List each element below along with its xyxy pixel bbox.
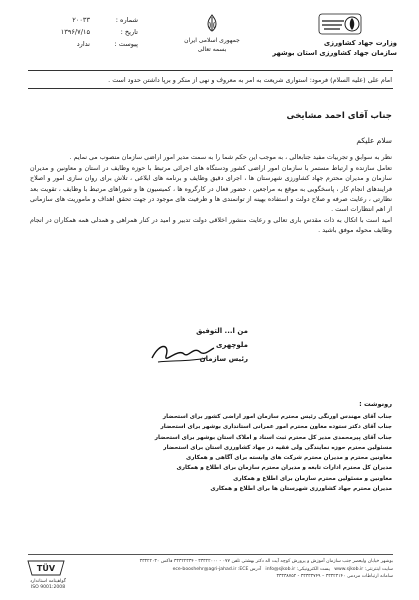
number-label: شماره : bbox=[115, 16, 138, 24]
body-paragraph: امید است با اتکال به ذات مقدس باری تعالی و رعایت منشور اخلاقی دولت تدبیر و امید در کنار همراهی و همدلی همه همکاران در انجام وظایف محوله موفق باشید . bbox=[30, 217, 392, 235]
iran-emblem-icon bbox=[204, 14, 220, 32]
email-label: پست الکترونیکی: bbox=[296, 566, 330, 572]
footer-divider bbox=[28, 554, 393, 555]
public-hotline: سامانه ارتباطات مردمی ۳۳۳۲۳۱۴۰ – ۳۳۳۳۳۷۴۹ - ۳۳۳۳۸۷۵۲ bbox=[276, 574, 393, 580]
cc-title: رونوشت : bbox=[359, 400, 392, 408]
cc-item: معاونین و مسئولین محترم سازمان برای اطلاع و همکاری bbox=[233, 475, 392, 482]
ministry-name: وزارت جهاد کشاورزی bbox=[323, 39, 397, 47]
cc-item: مسئولین محترم حوزه نمایندگی ولی فقیه در جهاد کشاورزی استان برای استحضار bbox=[163, 444, 392, 451]
cc-item: مدیران محترم جهاد کشاورزی شهرستان ها برای اطلاع و همکاری bbox=[210, 486, 392, 493]
addressee: جناب آقای احمد مشایخی bbox=[286, 111, 392, 121]
jahad-logo-icon bbox=[318, 10, 362, 38]
ece-address[interactable]: ece-booshehr@agri-jahad.ir bbox=[172, 566, 237, 572]
letter-date-row bbox=[18, 26, 138, 38]
closing-phrase: من ا... التوفیق bbox=[196, 327, 248, 335]
cc-list bbox=[100, 412, 392, 494]
cc-item: معاونین محترم و مدیران محترم شرکت های وابسته برای آگاهی و همکاری bbox=[186, 455, 392, 462]
postal-address: بوشهر خیابان ولیعصر جنب سازمان آموزش و پرورش کوچه آیت اله دکتر بهشتی تلفن ۰۷۷ - ۳۳۳۲۲۰۰۰ - ۳۳۳۲۲۳۳۴ فاکس ۳۳۳۲۲۰۳۰ bbox=[139, 559, 393, 564]
tuv-mark: TÜV bbox=[36, 564, 56, 573]
number-value: ۲۰۰۳۳ bbox=[72, 16, 90, 24]
contact-line bbox=[110, 566, 393, 574]
cc-item: جناب آقای مهندس اورنگی رئیس محترم سازمان امور اراضی کشور برای استحضار bbox=[162, 414, 392, 420]
signature-icon bbox=[148, 338, 218, 368]
certification-label: گواهینامه استاندارد bbox=[30, 579, 66, 584]
website-label: سایت اینترنتی: bbox=[364, 566, 393, 572]
footer-address bbox=[110, 558, 393, 581]
cc-item: جناب آقای دکتر ستوده معاون محترم امور عمرانی استانداری بوشهر برای استحضار bbox=[160, 424, 392, 431]
ece-label: آدرس ECE: bbox=[237, 566, 262, 572]
date-value: ۱۳۹۶/۷/۱۵ bbox=[60, 28, 90, 36]
letter-meta bbox=[18, 14, 138, 50]
date-label: تاریخ : bbox=[120, 28, 138, 36]
quote-divider bbox=[28, 88, 393, 89]
body-paragraph: نظر به سوابق و تجربیات مفید جنابعالی ، به موجب این حکم شما را به سمت مدیر امور اراضی سازمان منصوب می نمایم . bbox=[69, 154, 392, 161]
letter-body bbox=[30, 153, 392, 238]
letter-number-row bbox=[18, 14, 138, 26]
greeting: سلام علیکم bbox=[356, 136, 392, 145]
attachment-label: پیوست : bbox=[114, 40, 138, 48]
signer-title: رئیس سازمان bbox=[199, 355, 248, 363]
website-link[interactable]: www.sjkob.ir bbox=[334, 566, 364, 572]
email-link[interactable]: info@sjkob.ir bbox=[265, 566, 296, 572]
letter-attachment-row bbox=[18, 38, 138, 50]
republic-title: جمهوری اسلامی ایران bbox=[184, 37, 240, 44]
signer-name: ملوچهری bbox=[215, 341, 248, 349]
cc-item: مدیران کل محترم ادارات تابعه و مدیران محترم سازمان برای اطلاع و همکاری bbox=[176, 465, 392, 472]
hadith-quote: امام علی (علیه السلام) فرمود: استواری شریعت به امر به معروف و نهی از منکر و برپا داشتن حدود است . bbox=[108, 76, 392, 84]
bismillah-text: بسمه تعالی bbox=[197, 46, 227, 53]
iso-standard: ISO 9001:2008 bbox=[30, 585, 66, 590]
body-paragraph: تعامل سازنده و ارتباط مستمر با سازمان امور اراضی کشور ودستگاه های اجرائی مرتبط با حوزه وظایف در استان و معاونین و مدیران سازمان و مدیران محترم جهاد کشاورزی شهرستان ها ، اجرای دقیق وظایف و برنامه های ابلاغی ، تلاش برای روان سازی امور و اصلاح فرایندهای انجام کار ، پاسخگویی به موقع به مراجعین ، حضور فعال در کارگروه ها ، کمیسیون ها و شوراهای مرتبط با وظایف ، تقویت بعد نظارتی ، رعایت صرفه و صلاح دولت و استفاده بهینه از توانمندی ها و ظرفیت های موجود در جهت تحقق اهداف و ماموریت های سازمانی از اهم انتظارات است . bbox=[30, 165, 392, 214]
center-heading bbox=[168, 36, 256, 54]
attachment-value: ندارد bbox=[76, 40, 90, 48]
organization-name bbox=[262, 38, 397, 58]
cc-item: جناب آقای پیرمحمدی مدیر کل محترم ثبت اسناد و املاک استان بوشهر برای استحضار bbox=[154, 434, 392, 441]
tuv-certification-icon bbox=[26, 559, 66, 577]
provincial-org-name: سازمان جهاد کشاورزی استان بوشهر bbox=[272, 49, 397, 57]
header-divider bbox=[28, 70, 393, 71]
certification-text bbox=[18, 579, 78, 591]
